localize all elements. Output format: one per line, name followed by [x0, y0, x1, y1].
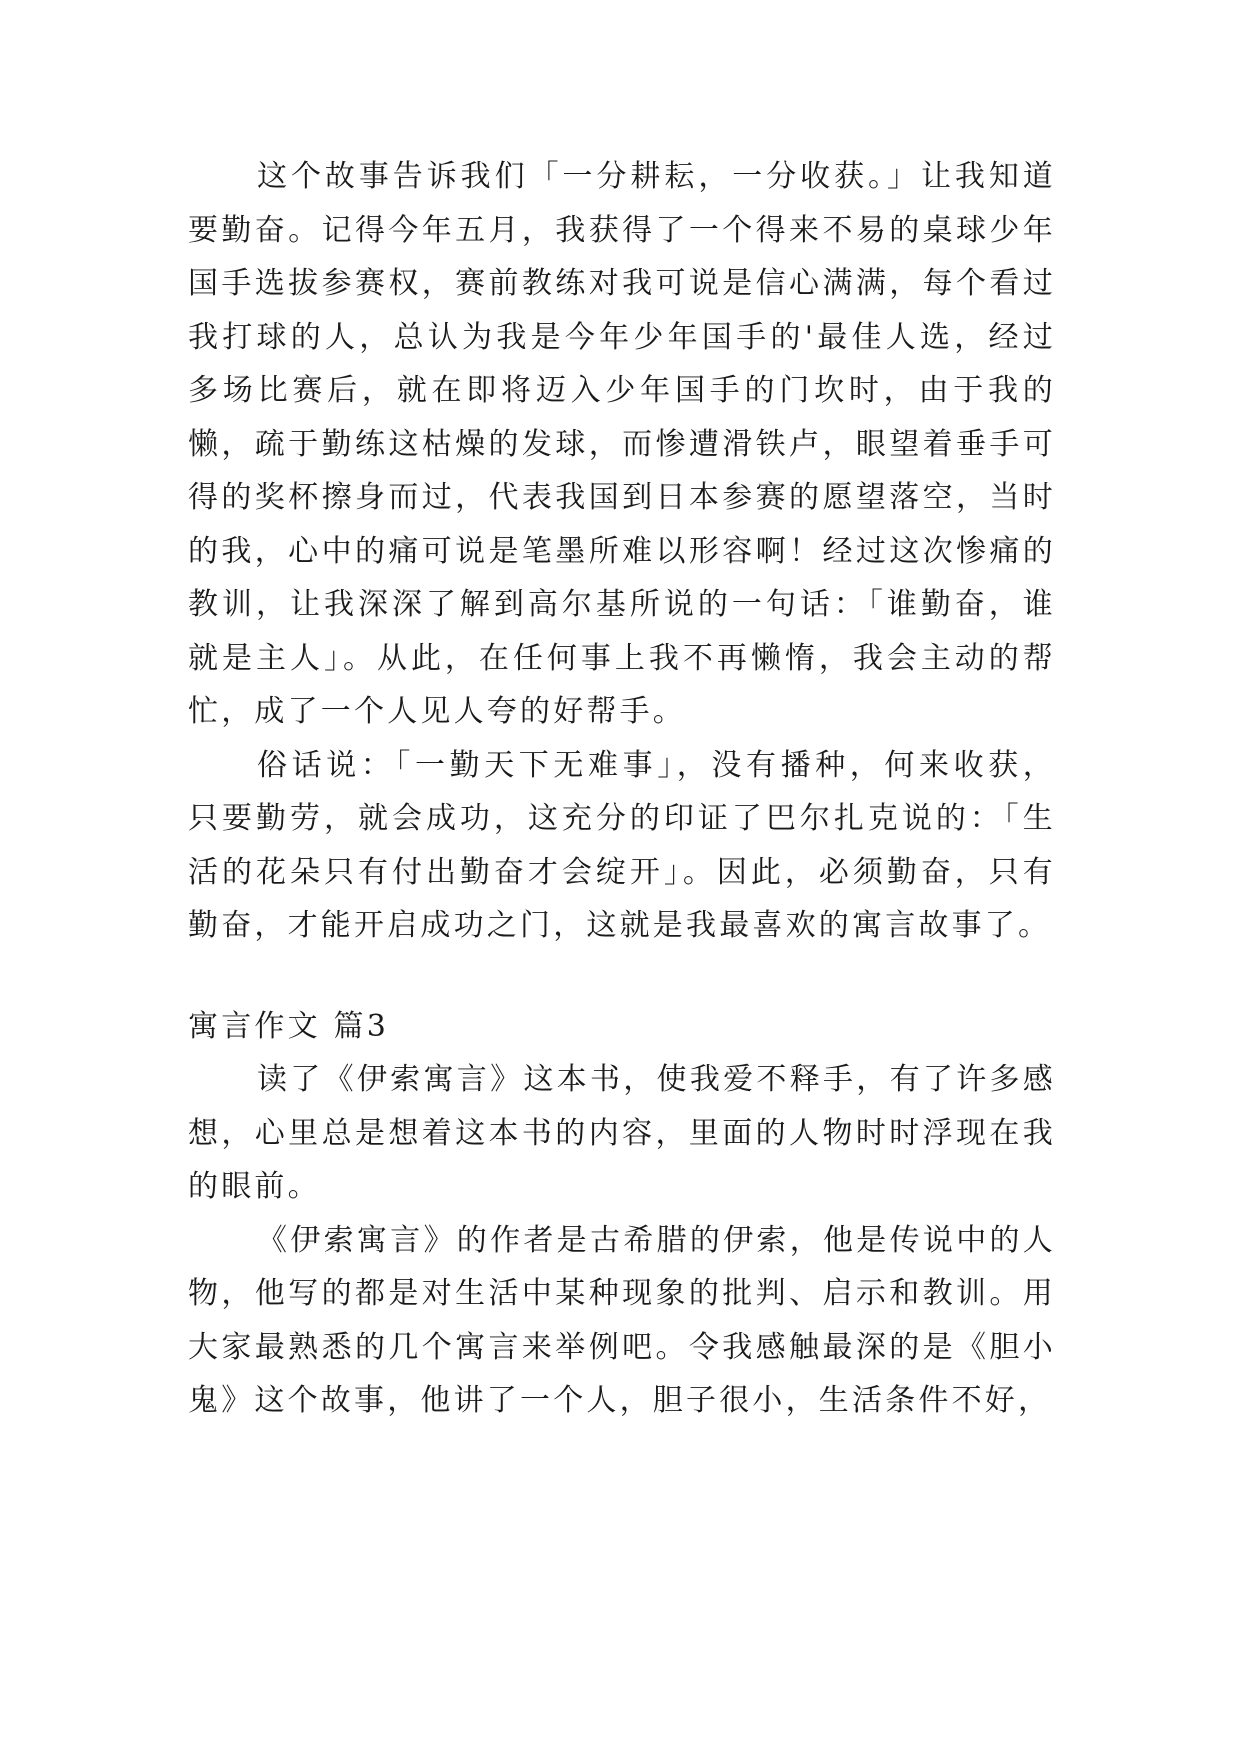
document-body: [188, 150, 1056, 1428]
paragraph: 《伊索寓言》的作者是古希腊的伊索，他是传说中的人物，他写的都是对生活中某种现象的批判、启示和教训。用大家最熟悉的几个寓言来举例吧。令我感触最深的是《胆小鬼》这个故事，他讲了一个人，胆子很小，生活条件不好，: [188, 1222, 1056, 1418]
paragraph: 这个故事告诉我们「一分耕耘，一分收获。」让我知道要勤奋。记得今年五月，我获得了一个得来不易的桌球少年国手选拔参赛权，赛前教练对我可说是信心满满，每个看过我打球的人，总认为我是今年少年国手的'最佳人选，经过多场比赛后，就在即将迈入少年国手的门坎时，由于我的懒，疏于勤练这枯燥的发球，而惨遭滑铁卢，眼望着垂手可得的奖杯擦身而过，代表我国到日本参赛的愿望落空，当时的我，心中的痛可说是笔墨所难以形容啊！经过这次惨痛的教训，让我深深了解到高尔基所说的一句话：「谁勤奋，谁就是主人」。从此，在任何事上我不再懒惰，我会主动的帮忙，成了一个人见人夸的好帮手。: [188, 159, 1056, 729]
section-heading: 寓言作文 篇3: [188, 1008, 390, 1044]
paragraph: 读了《伊索寓言》这本书，使我爱不释手，有了许多感想，心里总是想着这本书的内容，里面的人物时时浮现在我的眼前。: [188, 1062, 1056, 1204]
paragraph: 俗话说：「一勤天下无难事」，没有播种，何来收获，只要勤劳，就会成功，这充分的印证了巴尔扎克说的：「生活的花朵只有付出勤奋才会绽开」。因此，必须勤奋，只有勤奋，才能开启成功之门，这就是我最喜欢的寓言故事了。: [188, 747, 1056, 943]
